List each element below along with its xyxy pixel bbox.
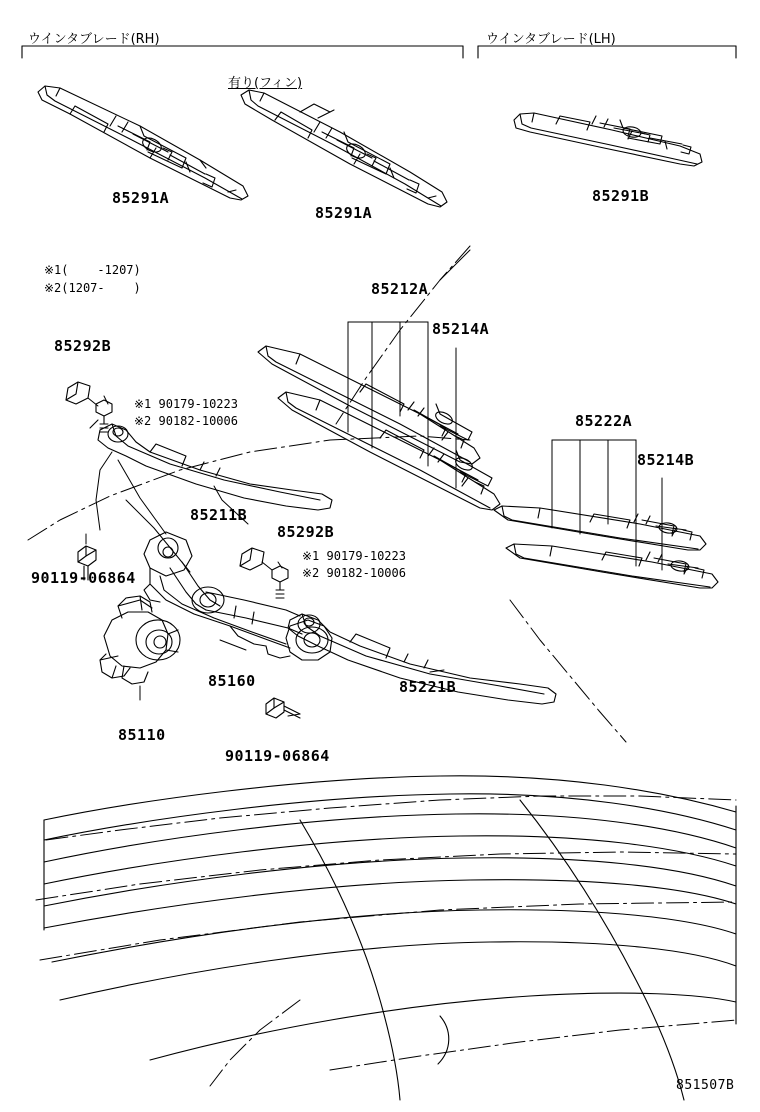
part-label-arm-lh: 85221B [399,678,457,696]
body-outline [28,246,736,1086]
nut-rh-art [96,400,112,432]
nut-lh-art [272,566,288,598]
note-1: ※1( -1207) [44,263,141,277]
header-label-rh: ウインタブレード(RH) [28,32,160,47]
nut-note-rh-line1: ※1 90179-10223 [134,397,238,411]
part-label-motor: 85110 [118,726,166,744]
part-label-blade-rh-fin: 85291A [315,204,373,222]
cap-lh-art [240,548,264,570]
header-label-lh: ウインタブレード(LH) [486,32,616,47]
leader-lines [86,250,470,716]
motor-art [100,596,180,684]
insert-rh-art [258,346,500,510]
blade-lh-art [514,113,702,166]
part-label-arm-rh: 85211B [190,506,248,524]
arm-rh-art [90,420,332,510]
part-label-blade-lh: 85291B [592,187,650,205]
insert-lh-art [494,506,718,588]
nut-note-rh-line2: ※2 90182-10006 [134,414,238,428]
diagram-code: 851507B [676,1078,735,1093]
part-label-blade-rh-plain: 85291A [112,189,170,207]
nut-note-lh-line1: ※1 90179-10223 [302,549,406,563]
insert-rh-leaders [348,322,456,488]
part-label-cap-rh: 85292B [54,337,112,355]
part-label-insert-rh-lower: 85214A [432,320,490,338]
body-curves [44,776,736,1100]
part-label-insert-rh-upper: 85212A [371,280,429,298]
nut-bottom-art [266,698,300,718]
nut-note-lh-line2: ※2 90182-10006 [302,566,406,580]
part-label-nut-bottom: 90119-06864 [225,747,330,765]
part-label-cap-lh: 85292B [277,523,335,541]
part-label-nut-left: 90119-06864 [31,569,136,587]
part-label-insert-lh-upper: 85222A [575,412,633,430]
subheading-fin: 有り(フィン) [228,76,303,91]
part-label-linkage: 85160 [208,672,256,690]
blade-rh-plain-art [38,86,248,200]
bracket-lh [478,46,736,58]
note-2: ※2(1207- ) [44,281,141,295]
blade-rh-fin-art [241,90,447,207]
part-label-insert-lh-lower: 85214B [637,451,695,469]
cap-rh-art [66,382,90,404]
bracket-rh [22,46,463,58]
